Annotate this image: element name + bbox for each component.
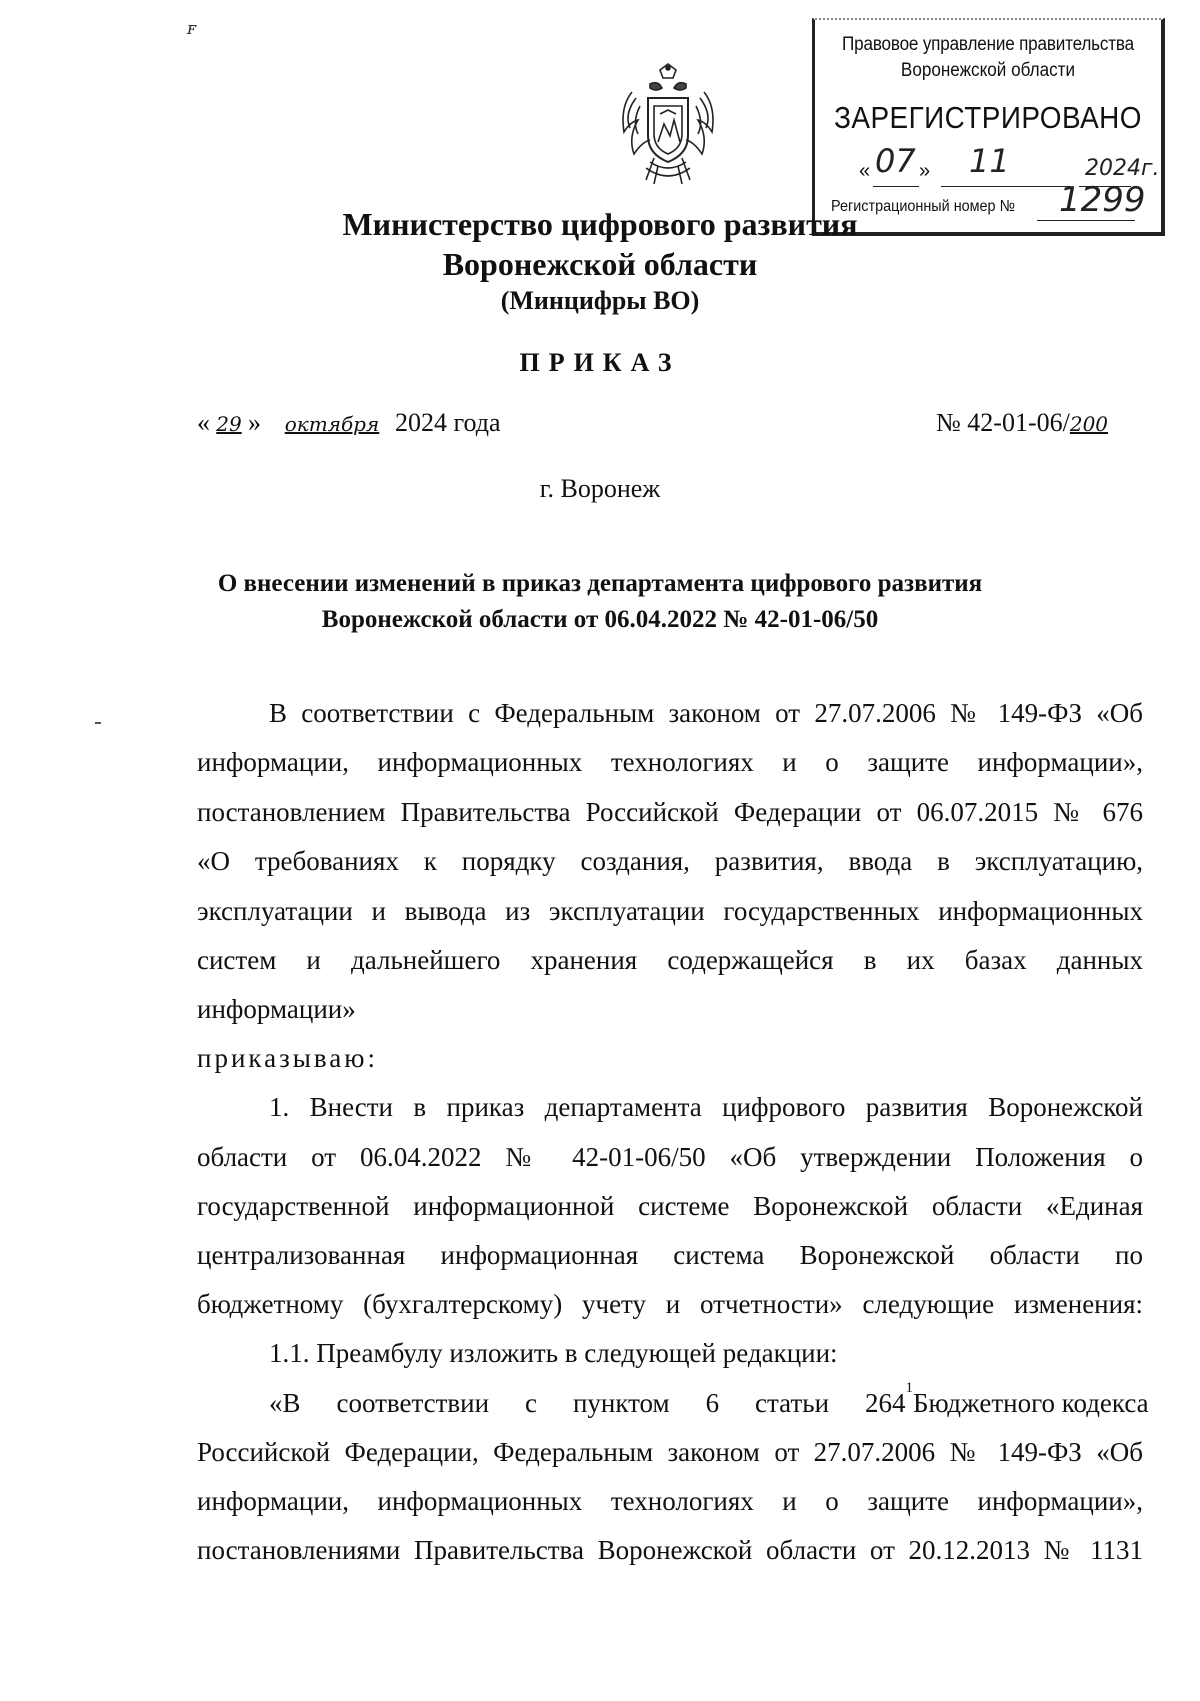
stamp-quote-open: « (859, 160, 871, 182)
stamp-reg-label: Регистрационный номер № (831, 198, 1016, 215)
body-line: бюджетному (бухгалтерскому) учету и отчетности» следующие изменения: (197, 1289, 1143, 1319)
body-line: Российской Федерации, Федеральным законом от 27.07.2006 № 149-ФЗ «Об (197, 1437, 1143, 1467)
body-line: области от 06.04.2022 № 42-01-06/50 «Об утверждении Положения о (197, 1142, 1143, 1172)
scan-mark: ꜰ (187, 18, 197, 38)
order-number: № 42-01-06/200 (936, 408, 1118, 438)
stamp-quote-close: » (919, 160, 931, 182)
body-line: систем и дальнейшего хранения содержащейся в их базах данных (197, 945, 1143, 975)
order-number-handwritten: 200 (1069, 412, 1109, 436)
body-line: постановлением Правительства Российской Федерации от 06.07.2015 № 676 (197, 797, 1143, 827)
stamp-day-handwritten: 07 (875, 142, 916, 180)
order-city: г. Воронеж (539, 474, 661, 503)
registration-stamp (812, 18, 1165, 236)
subject-line-1: О внесении изменений в приказ департамента цифрового развития (217, 570, 983, 597)
order-year: 2024 года (395, 408, 501, 437)
body-line: информации» (197, 994, 356, 1024)
body-line: 1. Внести в приказ департамента цифрового развития Воронежской (269, 1092, 1143, 1122)
stamp-year: 2024г. (1085, 156, 1160, 181)
ministry-region: Воронежской области (442, 246, 758, 282)
body-line: информации, информационных технологиях и о защите информации», (197, 1486, 1143, 1516)
body-line: постановлениями Правительства Воронежской области от 20.12.2013 № 1131 (197, 1535, 1143, 1565)
ministry-short-name: (Минцифры ВО) (500, 286, 700, 315)
stamp-region: Воронежской области (900, 60, 1076, 81)
body-line: «В соответствии с пунктом 6 статьи 264 1 Бюджетного кодекса (269, 1380, 1149, 1418)
ministry-title: Министерство цифрового развития (342, 206, 858, 242)
stamp-registered: ЗАРЕГИСТРИРОВАНО (834, 100, 1142, 135)
stamp-authority: Правовое управление правительства (842, 34, 1134, 55)
body-line: 1.1. Преамбулу изложить в следующей редакции: (269, 1338, 838, 1368)
order-month-handwritten: октября (284, 412, 380, 436)
body-line: В соответствии с Федеральным законом от 27.07.2006 № 149-ФЗ «Об (269, 698, 1143, 728)
stamp-reg-number-handwritten: 1299 (1059, 180, 1146, 220)
scan-dash (95, 722, 101, 724)
coat-of-arms-icon (610, 62, 726, 188)
order-day-handwritten: 29 (216, 412, 242, 436)
stamp-month-handwritten: 11 (969, 142, 1010, 180)
body-line: «О требованиях к порядку создания, развития, ввода в эксплуатацию, (197, 846, 1143, 876)
order-date: « 29 » октября 2024 года (197, 408, 501, 437)
body-line: эксплуатации и вывода из эксплуатации государственных информационных (197, 896, 1143, 926)
body-line: централизованная информационная система Воронежской области по (197, 1240, 1143, 1270)
body-line: государственной информационной системе Воронежской области «Единая (197, 1191, 1143, 1221)
body-line: информации, информационных технологиях и о защите информации», (197, 747, 1143, 777)
subject-line-2: Воронежской области от 06.04.2022 № 42-01-06/50 (321, 606, 879, 633)
body-line-decree: приказываю: (197, 1043, 378, 1073)
document-type: ПРИКАЗ (519, 348, 681, 377)
